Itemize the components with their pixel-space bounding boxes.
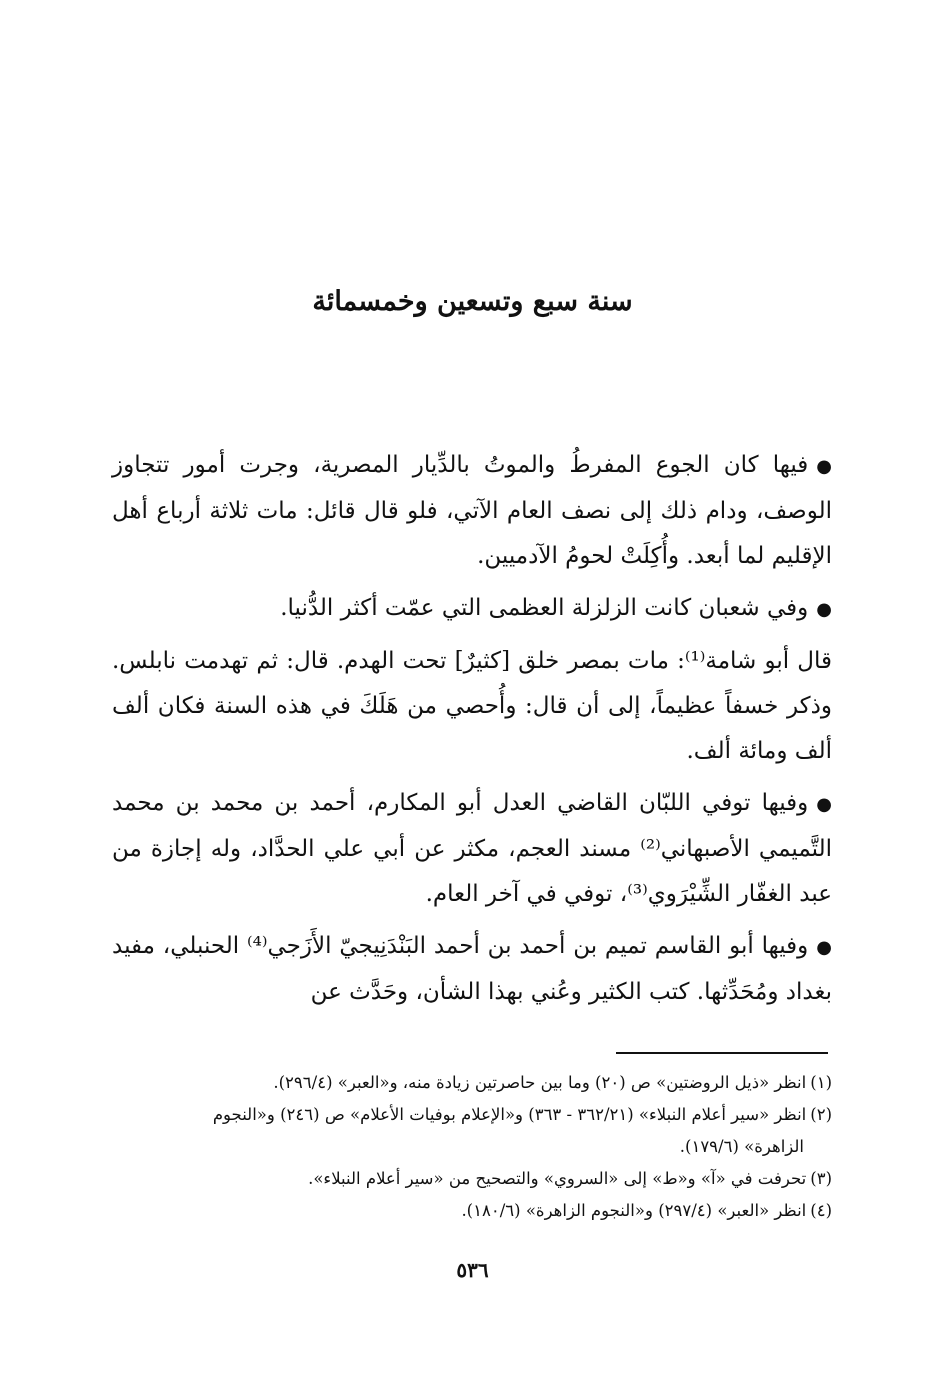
footnote-number: (٢) xyxy=(810,1105,832,1124)
paragraph-text: قال أبو شامة⁽¹⁾: مات بمصر خلق [كثيرٌ] تحت الهدم. قال: ثم تهدمت نابلس. وذكر خسفاً عظيماً، إلى أن قال: وأُحصي من هَلَكَ في هذه السنة فكان ألف ألف ومائة ألف. xyxy=(112,648,833,764)
footnote-number: (١) xyxy=(810,1073,832,1092)
bullet-icon: ● xyxy=(816,599,832,620)
footnote-2-continuation: الزاهرة» (١٧٩/٦). xyxy=(679,1137,804,1156)
bullet-icon: ● xyxy=(816,794,832,815)
page-number: ٥٣٦ xyxy=(456,1258,489,1282)
footnote-number: (٣) xyxy=(810,1169,832,1188)
paragraph-3 xyxy=(112,639,832,774)
footnote-text: انظر «العبر» (٢٩٧/٤) و«النجوم الزاهرة» (١٨٠/٦). xyxy=(461,1201,807,1220)
paragraph-text: فيها كان الجوع المفرطُ والموتُ بالدِّيار المصرية، وجرت أمور تتجاوز الوصف، ودام ذلك إلى نصف العام الآتي، فلو قال قائل: مات ثلاثة أرباع أهل الإقليم لما أبعد. وأُكِلَتْ لحومُ الآدميين. xyxy=(112,452,832,569)
paragraph-4 xyxy=(112,781,832,917)
paragraph-text: وفي شعبان كانت الزلزلة العظمى التي عمّت أكثر الدُّنيا. xyxy=(280,595,809,621)
footnote-1 xyxy=(112,1067,832,1099)
footnote-2 xyxy=(112,1099,832,1131)
footnote-text: تحرفت في «آ» و«ط» إلى «السروي» والتصحيح من «سير أعلام النبلاء». xyxy=(308,1169,807,1188)
paragraph-text: وفيها توفي اللبّان القاضي العدل أبو المكارم، أحمد بن محمد بن محمد التَّميمي الأصبهاني⁽²⁾ مسند العجم، مكثر عن أبي علي الحدَّاد، وله إجازة من عبد الغفّار الشِّيْرَوي⁽³⁾، توفي في آخر العام. xyxy=(112,790,832,907)
bullet-icon: ● xyxy=(816,937,833,958)
paragraph-text: وفيها أبو القاسم تميم بن أحمد بن أحمد البَنْدَنِيجيّ الأَزَجي⁽⁴⁾ الحنبلي، مفيد بغداد ومُحَدِّثها. كتب الكثير وعُني بهذا الشأن، وحَدَّث عن xyxy=(112,933,832,1005)
footnote-3 xyxy=(112,1163,832,1195)
footnote-number: (٤) xyxy=(810,1201,832,1220)
footnote-text: انظر «ذيل الروضتين» ص (٢٠) وما بين حاصرتين زيادة منه، و«العبر» (٢٩٦/٤). xyxy=(273,1073,807,1092)
paragraph-2 xyxy=(112,586,832,632)
footnotes xyxy=(112,1067,832,1227)
footnote-divider xyxy=(616,1052,828,1054)
paragraph-5 xyxy=(112,924,832,1015)
footnote-4 xyxy=(112,1195,832,1227)
bullet-icon: ● xyxy=(816,456,832,477)
paragraph-1 xyxy=(112,443,832,579)
main-text xyxy=(112,443,832,1015)
footnote-text: انظر «سير أعلام النبلاء» (٣٦٢/٢١ - ٣٦٣) و«الإعلام بوفيات الأعلام» ص (٢٤٦) و«النجوم xyxy=(212,1105,807,1124)
page-title: سنة سبع وتسعين وخمسمائة xyxy=(312,286,633,317)
